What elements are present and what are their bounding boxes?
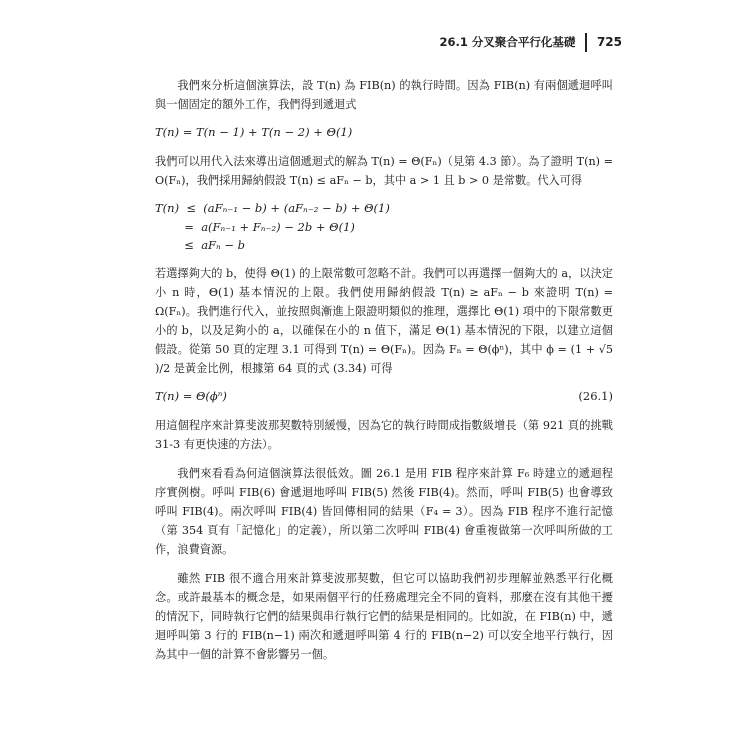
- running-header: [440, 31, 622, 53]
- equation-substitution: [155, 199, 613, 255]
- equation-text: T(n) = T(n − 1) + T(n − 2) + Θ(1): [155, 125, 353, 139]
- equation-26-1: [155, 387, 613, 406]
- paragraph-3: 若選擇夠大的 b，使得 Θ(1) 的上限常數可忽略不計。我們可以再選擇一個夠大的 a，以決定小 n 時，Θ(1) 基本情況的上限。我們使用歸納假設 T(n) ≥ aFₙ − b 來證明 T(n) = Ω(Fₙ)。我們進行代入，並按照與漸進上限證明類似的推理，選擇比 Θ(1) 項中的下限常數更小的 b，以及足夠小的 a，以確保在小的 n 值下，滿足 Θ(1) 基本情況的下限，以建立這個假設。從第 50 頁的定理 3.1 可得到 T(n) = Θ(Fₙ)。因為 Fₙ = Θ(ϕⁿ)，其中 ϕ = (1 + √5 )/2 是黃金比例，根據第 64 頁的式 (3.34) 可得: [155, 267, 613, 376]
- page-number: 725: [596, 35, 622, 49]
- equation-number: (26.1): [578, 389, 613, 404]
- section-title: 26.1 分叉聚合平行化基礎: [439, 35, 576, 49]
- equation-text: T(n) = Θ(ϕⁿ): [155, 389, 227, 404]
- equation-line-3: ≤ aFₙ − b: [155, 238, 245, 253]
- page-body: [155, 76, 613, 664]
- paragraph-4: 用這個程序來計算斐波那契數特別緩慢，因為它的執行時間成指數級增長（第 921 頁的挑戰 31-3 有更快速的方法）。: [155, 419, 613, 452]
- paragraph-1: 我們來分析這個演算法，設 T(n) 為 FIB(n) 的執行時間。因為 FIB(n) 有兩個遞迴呼叫與一個固定的額外工作，我們得到遞迴式: [155, 79, 613, 111]
- header-divider: [585, 33, 587, 52]
- equation-recurrence: [155, 123, 613, 142]
- equation-line-1: T(n) ≤ (aFₙ₋₁ − b) + (aFₙ₋₂ − b) + Θ(1): [155, 201, 390, 215]
- paragraph-6: 雖然 FIB 很不適合用來計算斐波那契數，但它可以協助我們初步理解並熟悉平行化概念。或許最基本的概念是，如果兩個平行的任務處理完全不同的資料，那麼在沒有其他干擾的情況下，同時執行它們的結果與串行執行它們的結果是相同的。比如說，在 FIB(n) 中，遞迴呼叫第 3 行的 FIB(n−1) 兩次和遞迴呼叫第 4 行的 FIB(n−2) 可以安全地平行執行，因為其中一個的計算不會影響另一個。: [155, 572, 613, 662]
- paragraph-5: 我們來看看為何這個演算法很低效。圖 26.1 是用 FIB 程序來計算 F₆ 時建立的遞迴程序實例樹。呼叫 FIB(6) 會遞迴地呼叫 FIB(5) 然後 FIB(4)。然而，呼叫 FIB(5) 也會導致呼叫 FIB(4)。兩次呼叫 FIB(4) 皆回傳相同的結果（F₄ = 3）。因為 FIB 程序不進行記憶（第 354 頁有「記憶化」的定義），所以第二次呼叫 FIB(4) 會重複做第一次呼叫所做的工作，浪費資源。: [155, 467, 613, 557]
- equation-line-2: = a(Fₙ₋₁ + Fₙ₋₂) − 2b + Θ(1): [155, 219, 355, 234]
- paragraph-2: 我們可以用代入法來導出這個遞迴式的解為 T(n) = Θ(Fₙ)（見第 4.3 節）。為了證明 T(n) = O(Fₙ)，我們採用歸納假設 T(n) ≤ aFₙ − b，其中 a > 1 且 b > 0 是常數。代入可得: [155, 155, 613, 187]
